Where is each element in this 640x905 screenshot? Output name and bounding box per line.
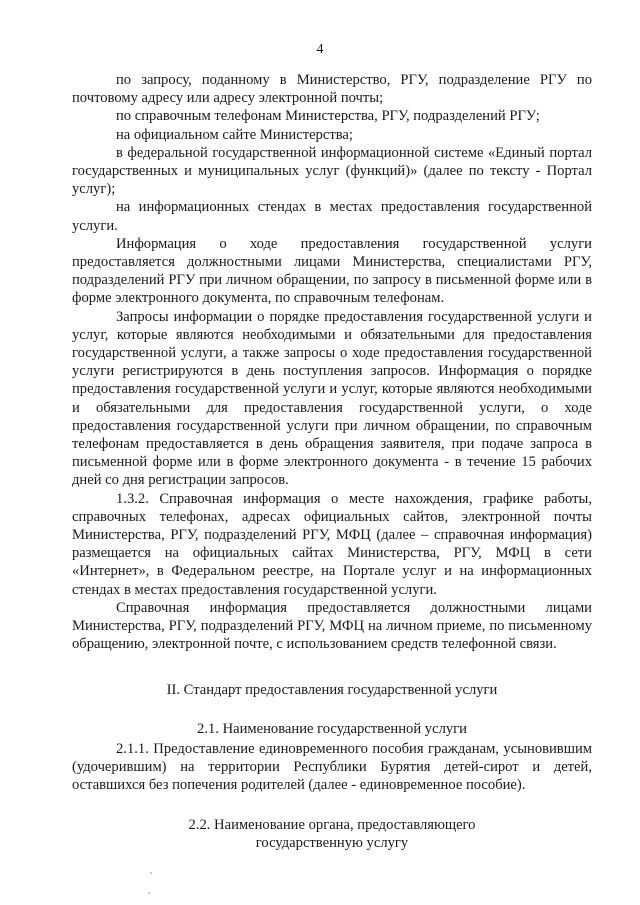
subsection-2-2-title-line2: государственную услугу [255,834,409,851]
page-number: 4 [316,42,324,57]
subsection-2-1-title: 2.1. Наименование государственной услуги [197,720,467,737]
scan-artifact [150,872,152,874]
paragraph-official-site: на официальном сайте Министерства; [116,126,353,143]
paragraph-request-by-mail: по запросу, поданному в Министерство, РГУ, подразделение РГУ по почтовому адресу или адресу электронной почты; [72,72,592,107]
paragraph-1-3-2: 1.3.2. Справочная информация о месте нахождения, графике работы, справочных телефонах, адресах официальных сайтов, электронной почты Министерства, РГУ, подразделений РГУ, МФЦ (далее – справочная информация) размещается на официальных сайтах Министерства, РГУ, МФЦ в сети «Интернет», в Федеральном реестре, на Портале услуг и на информационных стендах в местах предоставления государственной услуги. [72,490,592,598]
paragraph-reference-info-provided: Справочная информация предоставляется должностными лицами Министерства, РГУ, подразделений РГУ, МФЦ на личном приеме, по письменному обращению, электронной почте, с использованием средств телефонной связи. [72,599,592,653]
subsection-2-2-title-line1: 2.2. Наименование органа, предоставляющего [188,816,476,833]
document-body [72,71,592,852]
paragraph-federal-portal: в федеральной государственной информационной системе «Единый портал государственных и муниципальных услуг (функций)» (далее по тексту - Портал услуг); [72,144,592,198]
paragraph-info-stands: на информационных стендах в местах предоставления государственной услуги. [72,199,592,234]
paragraph-reference-phones: по справочным телефонам Министерства, РГУ, подразделений РГУ; [116,108,540,125]
paragraph-progress-info: Информация о ходе предоставления государственной услуги предоставляется должностными лицами Министерства, специалистами РГУ, подразделений РГУ при личном обращении, по запросу в письменной форме или в форме электронного документа, по справочным телефонам. [72,235,592,307]
paragraph-requests-registration: Запросы информации о порядке предоставления государственной услуги и услуг, которые являются необходимыми и обязательными для предоставления государственной услуги, а также запросы о ходе предоставления государственной услуги регистрируются в день поступления запросов. Информация о порядке предоставления государственной услуги и услуг, которые являются необходимыми и обязательными для предоставления государственной услуги, о ходе предоставления государственной услуги при личном обращении, по справочным телефонам предоставляется в день обращения заявителя, при подаче запроса в письменной форме или в форме электронного документа - в течение 15 рабочих дней со дня регистрации запросов. [72,308,592,489]
paragraph-2-1-1: 2.1.1. Предоставление единовременного пособия гражданам, усыновившим (удочерившим) на территории Республики Бурятия детей-сирот и детей, оставшихся без попечения родителей (далее - единовременное пособие). [72,740,592,794]
section-title: II. Стандарт предоставления государственной услуги [166,681,498,698]
scan-artifact [148,892,150,894]
